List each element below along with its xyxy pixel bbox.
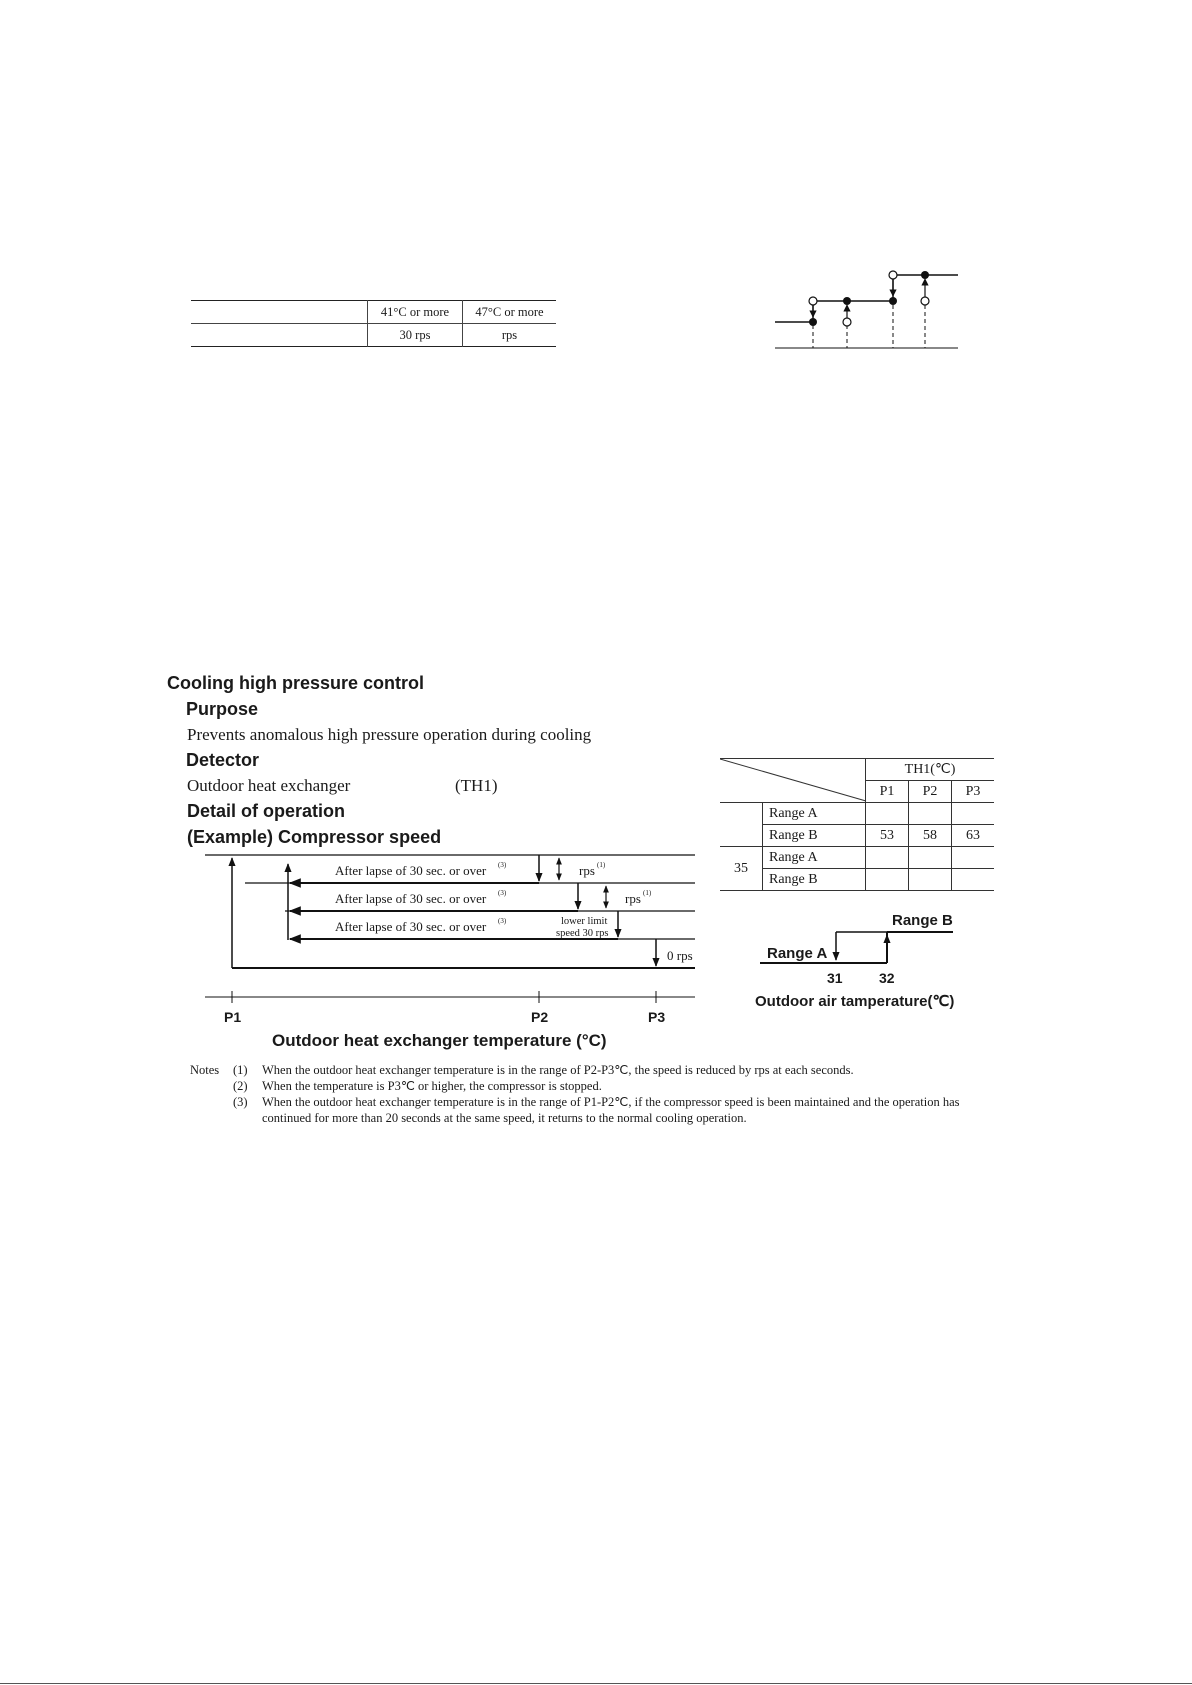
after-lapse-label-2: After lapse of 30 sec. or over xyxy=(335,891,487,906)
range-table-corner xyxy=(720,759,866,803)
row1-p3 xyxy=(952,803,995,825)
after-lapse-sup-3: (3) xyxy=(498,917,507,925)
after-lapse-sup-1: (3) xyxy=(498,861,507,869)
th1-header: TH1(℃) xyxy=(866,759,995,781)
rps-sup-1: (1) xyxy=(597,861,606,869)
top-table-cell-30rps: 30 rps xyxy=(368,324,463,347)
row4-p2 xyxy=(909,869,952,891)
note-2-text: When the temperature is P3℃ or higher, the compressor is stopped. xyxy=(262,1079,602,1093)
rps-label-1: rps xyxy=(579,863,595,878)
row3-p1 xyxy=(866,847,909,869)
p3-label: P3 xyxy=(648,1009,666,1025)
rps-label-2: rps xyxy=(625,891,641,906)
temp-31-label: 31 xyxy=(827,970,843,985)
note-3-number: (3) xyxy=(233,1095,248,1109)
after-lapse-sup-2: (3) xyxy=(498,889,507,897)
range-table xyxy=(720,758,994,891)
note-1-number: (1) xyxy=(233,1063,248,1077)
top-table-cell-rps: rps xyxy=(463,324,557,347)
row3-range: Range A xyxy=(763,847,866,869)
note-2-number: (2) xyxy=(233,1079,248,1093)
row2-p3: 63 xyxy=(952,825,995,847)
lower-limit-label: lower limit xyxy=(561,916,608,927)
row1-p2 xyxy=(909,803,952,825)
row4-p1 xyxy=(866,869,909,891)
row4-range: Range B xyxy=(763,869,866,891)
example-heading: (Example) Compressor speed xyxy=(187,827,442,847)
row3-p3 xyxy=(952,847,995,869)
zero-rps-label: 0 rps xyxy=(667,948,693,963)
range-a-label: Range A xyxy=(767,945,828,962)
top-step-diagram xyxy=(770,265,970,350)
row2-range: Range B xyxy=(763,825,866,847)
top-speed-table xyxy=(191,300,556,347)
p1-label: P1 xyxy=(224,1009,242,1025)
col-p3: P3 xyxy=(952,781,995,803)
group1-label xyxy=(720,803,763,847)
range-b-label: Range B xyxy=(892,912,953,929)
after-lapse-label-3: After lapse of 30 sec. or over xyxy=(335,919,487,934)
page-bottom-rule xyxy=(0,1683,1192,1684)
compressor-speed-diagram xyxy=(195,850,705,1040)
group2-label: 35 xyxy=(720,847,763,891)
top-table-header-47: 47°C or more xyxy=(463,301,557,324)
lower-limit-speed: speed 30 rps xyxy=(556,928,609,939)
row4-p3 xyxy=(952,869,995,891)
p2-label: P2 xyxy=(531,1009,549,1025)
top-table-header-blank xyxy=(191,301,368,324)
speed-axis-label: Outdoor heat exchanger temperature (°C) xyxy=(272,1031,607,1050)
detector-code: (TH1) xyxy=(455,776,498,795)
after-lapse-label-1: After lapse of 30 sec. or over xyxy=(335,863,487,878)
section-title: Cooling high pressure control xyxy=(167,673,425,693)
detector-heading: Detector xyxy=(186,750,260,770)
note-3-text: When the outdoor heat exchanger temperature is in the range of P1-P2℃, if the compressor speed is been maintained and the operation has xyxy=(262,1095,960,1109)
row2-p1: 53 xyxy=(866,825,909,847)
row3-p2 xyxy=(909,847,952,869)
purpose-heading: Purpose xyxy=(186,699,259,719)
row1-p1 xyxy=(866,803,909,825)
range-step-diagram xyxy=(755,910,965,985)
detector-text: Outdoor heat exchanger xyxy=(187,776,351,795)
temp-32-label: 32 xyxy=(879,970,895,985)
row1-range: Range A xyxy=(763,803,866,825)
detail-heading: Detail of operation xyxy=(187,801,346,821)
note-3-text-continued: continued for more than 20 seconds at the same speed, it returns to the normal cooling operation. xyxy=(262,1111,747,1125)
notes-label: Notes xyxy=(190,1063,220,1077)
col-p2: P2 xyxy=(909,781,952,803)
outdoor-air-axis-label: Outdoor air tamperature(℃) xyxy=(755,993,955,1010)
top-table-row-label xyxy=(191,324,368,347)
top-table-header-41: 41°C or more xyxy=(368,301,463,324)
purpose-text: Prevents anomalous high pressure operation during cooling xyxy=(187,725,592,744)
rps-sup-2: (1) xyxy=(643,889,652,897)
col-p1: P1 xyxy=(866,781,909,803)
notes-block xyxy=(190,1062,1070,1126)
row2-p2: 58 xyxy=(909,825,952,847)
note-1-text: When the outdoor heat exchanger temperature is in the range of P2-P3℃, the speed is reduced by rps at each seconds. xyxy=(262,1063,854,1077)
